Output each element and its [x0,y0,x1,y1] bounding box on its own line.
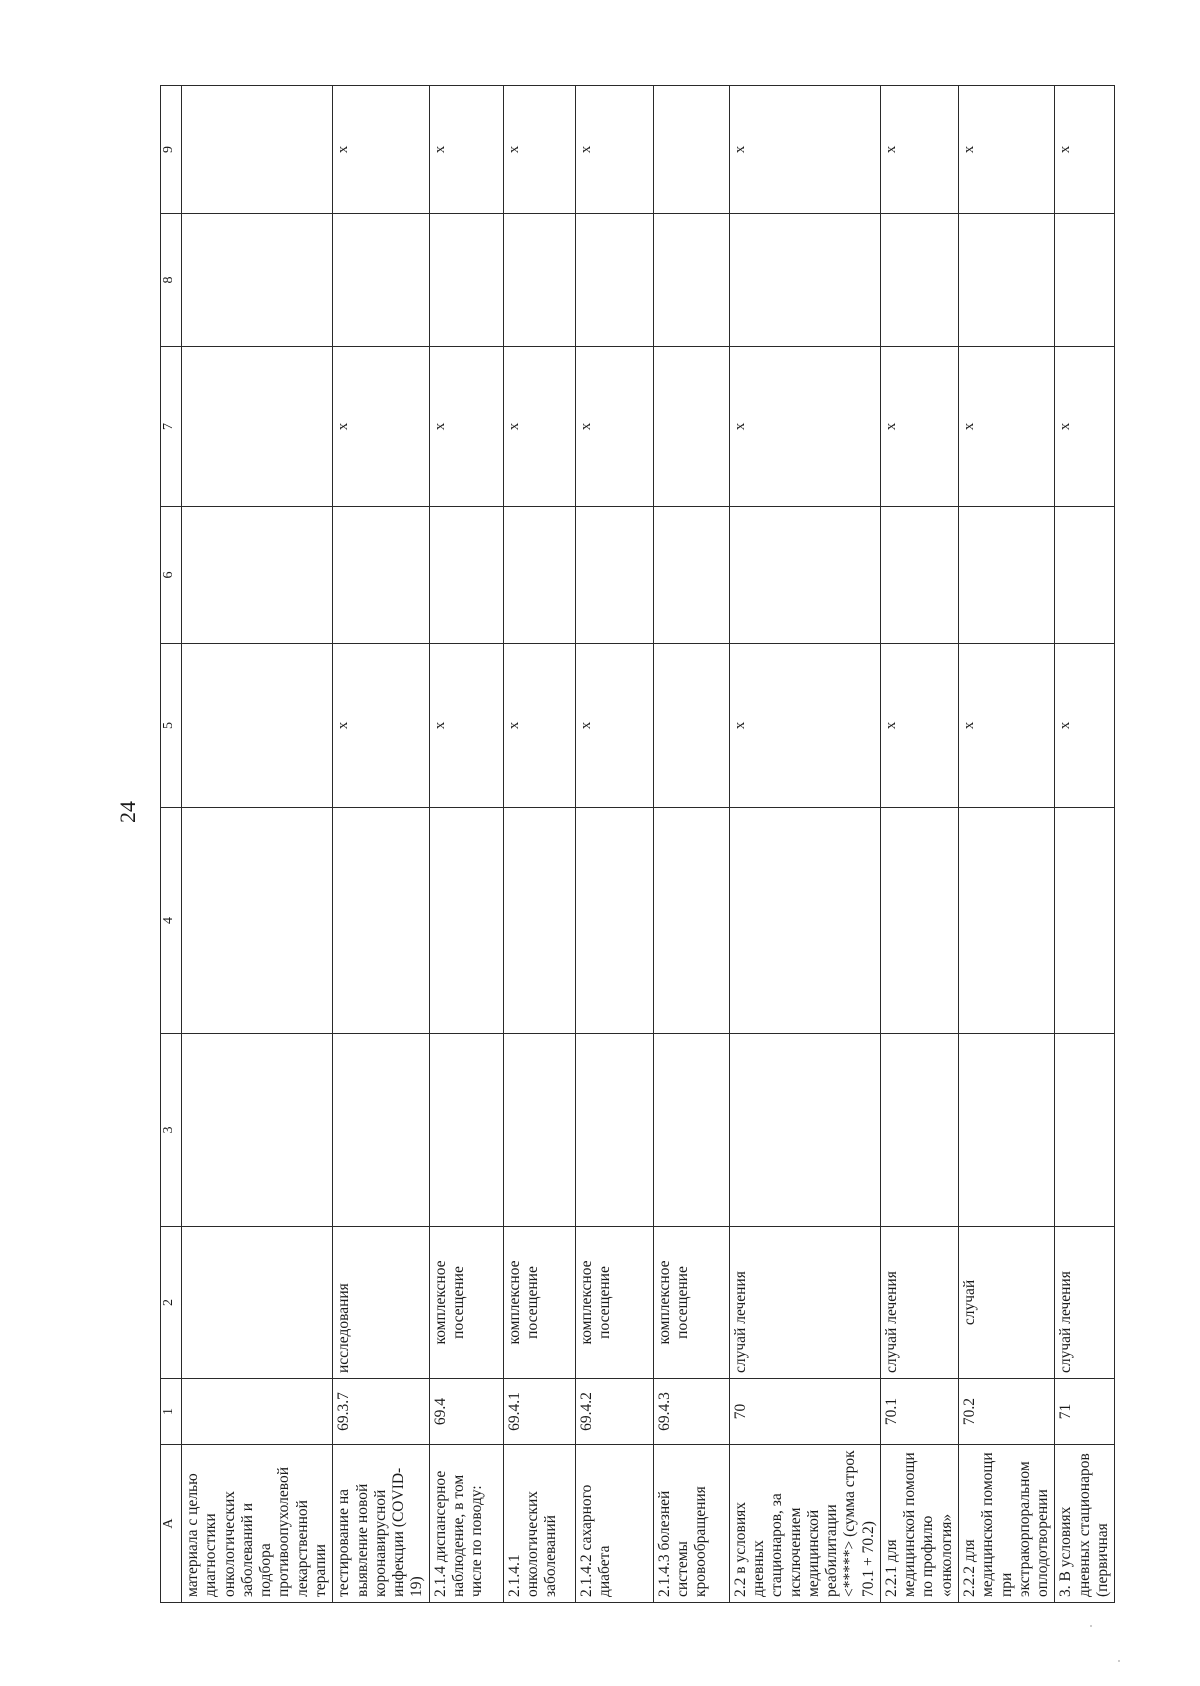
value-cell-4 [503,808,575,1034]
value-cell-5: x [429,644,503,808]
value-cell-6 [503,507,575,644]
value-cell-7: x [333,347,429,507]
value-cell-4 [1055,808,1115,1034]
value-cell-6 [182,507,333,644]
value-cell-7: x [575,347,653,507]
value-cell-4 [333,808,429,1034]
row-label: тестирование на выявление новой коронавирусной инфекции (COVID-19) [333,1445,429,1603]
value-cell-6 [1055,507,1115,644]
value-cell-5 [182,644,333,808]
column-header-7: 7 [161,347,182,507]
column-header-3: 3 [161,1034,182,1227]
value-cell-5: x [729,644,880,808]
value-cell-4 [880,808,958,1034]
value-cell-9: x [333,86,429,214]
unit-cell: случай [959,1227,1055,1379]
value-cell-3 [959,1034,1055,1227]
value-cell-5: x [503,644,575,808]
value-cell-9: x [429,86,503,214]
scan-speck [1090,1625,1092,1627]
value-cell-9: x [959,86,1055,214]
value-cell-6 [333,507,429,644]
value-cell-5: x [880,644,958,808]
value-cell-7: x [729,347,880,507]
column-header-2: 2 [161,1227,182,1379]
value-cell-7 [182,347,333,507]
table-row [503,86,575,1603]
table-row [575,86,653,1603]
value-cell-8 [182,214,333,347]
table-row [880,86,958,1603]
column-header-9: 9 [161,86,182,214]
column-header-5: 5 [161,644,182,808]
value-cell-3 [503,1034,575,1227]
value-cell-8 [575,214,653,347]
row-label: материала с целью диагностики онкологических заболеваний и подбора противоопухолевой лекарственной терапии [182,1445,333,1603]
column-header-a: А [161,1445,182,1603]
value-cell-9: x [503,86,575,214]
value-cell-8 [959,214,1055,347]
value-cell-5: x [959,644,1055,808]
value-cell-3 [575,1034,653,1227]
scan-speck [1118,1660,1120,1662]
column-header-4: 4 [161,808,182,1034]
row-label: 2.2.1 для медицинской помощи по профилю «онкология» [880,1445,958,1603]
value-cell-3 [429,1034,503,1227]
row-label: 2.1.4 диспансерное наблюдение, в том числе по поводу: [429,1445,503,1603]
value-cell-8 [333,214,429,347]
value-cell-5: x [1055,644,1115,808]
value-cell-4 [959,808,1055,1034]
value-cell-9: x [575,86,653,214]
row-number: 70.1 [880,1379,958,1445]
value-cell-6 [729,507,880,644]
row-number: 71 [1055,1379,1115,1445]
value-cell-4 [729,808,880,1034]
column-header-6: 6 [161,507,182,644]
value-cell-5: x [333,644,429,808]
row-number [182,1379,333,1445]
value-cell-9 [653,86,729,214]
row-number: 69.4.1 [503,1379,575,1445]
value-cell-8 [729,214,880,347]
value-cell-3 [729,1034,880,1227]
value-cell-7: x [429,347,503,507]
row-label: 2.2.2 для медицинской помощи при экстракорпоральном оплодотворении [959,1445,1055,1603]
value-cell-3 [880,1034,958,1227]
value-cell-6 [880,507,958,644]
value-cell-4 [653,808,729,1034]
column-header-8: 8 [161,214,182,347]
column-header-1: 1 [161,1379,182,1445]
table-row [333,86,429,1603]
value-cell-4 [429,808,503,1034]
row-number: 69.4.3 [653,1379,729,1445]
value-cell-7 [653,347,729,507]
data-table [160,85,1115,1603]
header-row [161,86,182,1603]
table-row [959,86,1055,1603]
value-cell-3 [182,1034,333,1227]
value-cell-8 [1055,214,1115,347]
row-number: 69.4 [429,1379,503,1445]
value-cell-4 [182,808,333,1034]
value-cell-9 [182,86,333,214]
unit-cell: комплексное посещение [429,1227,503,1379]
unit-cell: случай лечения [729,1227,880,1379]
value-cell-6 [959,507,1055,644]
page-number: 24 [115,801,140,823]
value-cell-7: x [1055,347,1115,507]
rotated-table-wrapper [160,86,1111,1603]
row-number: 70.2 [959,1379,1055,1445]
value-cell-7: x [959,347,1055,507]
table-row [653,86,729,1603]
row-label: 2.1.4.1 онкологических заболеваний [503,1445,575,1603]
table-row [1055,86,1115,1603]
unit-cell: комплексное посещение [503,1227,575,1379]
value-cell-4 [575,808,653,1034]
row-label: 3. В условиях дневных стационаров (первичная [1055,1445,1115,1603]
value-cell-9: x [1055,86,1115,214]
row-number: 70 [729,1379,880,1445]
row-label: 2.2 в условиях дневных стационаров, за исключением медицинской реабилитации <*****> (сумма строк 70.1 + 70.2) [729,1445,880,1603]
row-number: 69.4.2 [575,1379,653,1445]
value-cell-6 [575,507,653,644]
value-cell-3 [333,1034,429,1227]
value-cell-8 [880,214,958,347]
value-cell-8 [503,214,575,347]
value-cell-3 [1055,1034,1115,1227]
value-cell-6 [429,507,503,644]
unit-cell: случай лечения [880,1227,958,1379]
unit-cell: комплексное посещение [575,1227,653,1379]
table-row [182,86,333,1603]
table-row [429,86,503,1603]
value-cell-5: x [575,644,653,808]
value-cell-8 [429,214,503,347]
row-label: 2.1.4.2 сахарного диабета [575,1445,653,1603]
value-cell-7: x [503,347,575,507]
row-label: 2.1.4.3 болезней системы кровообращения [653,1445,729,1603]
row-number: 69.3.7 [333,1379,429,1445]
value-cell-5 [653,644,729,808]
value-cell-9: x [880,86,958,214]
value-cell-8 [653,214,729,347]
value-cell-3 [653,1034,729,1227]
unit-cell: комплексное посещение [653,1227,729,1379]
value-cell-6 [653,507,729,644]
table-row [729,86,880,1603]
unit-cell [182,1227,333,1379]
unit-cell: исследования [333,1227,429,1379]
value-cell-9: x [729,86,880,214]
unit-cell: случай лечения [1055,1227,1115,1379]
value-cell-7: x [880,347,958,507]
